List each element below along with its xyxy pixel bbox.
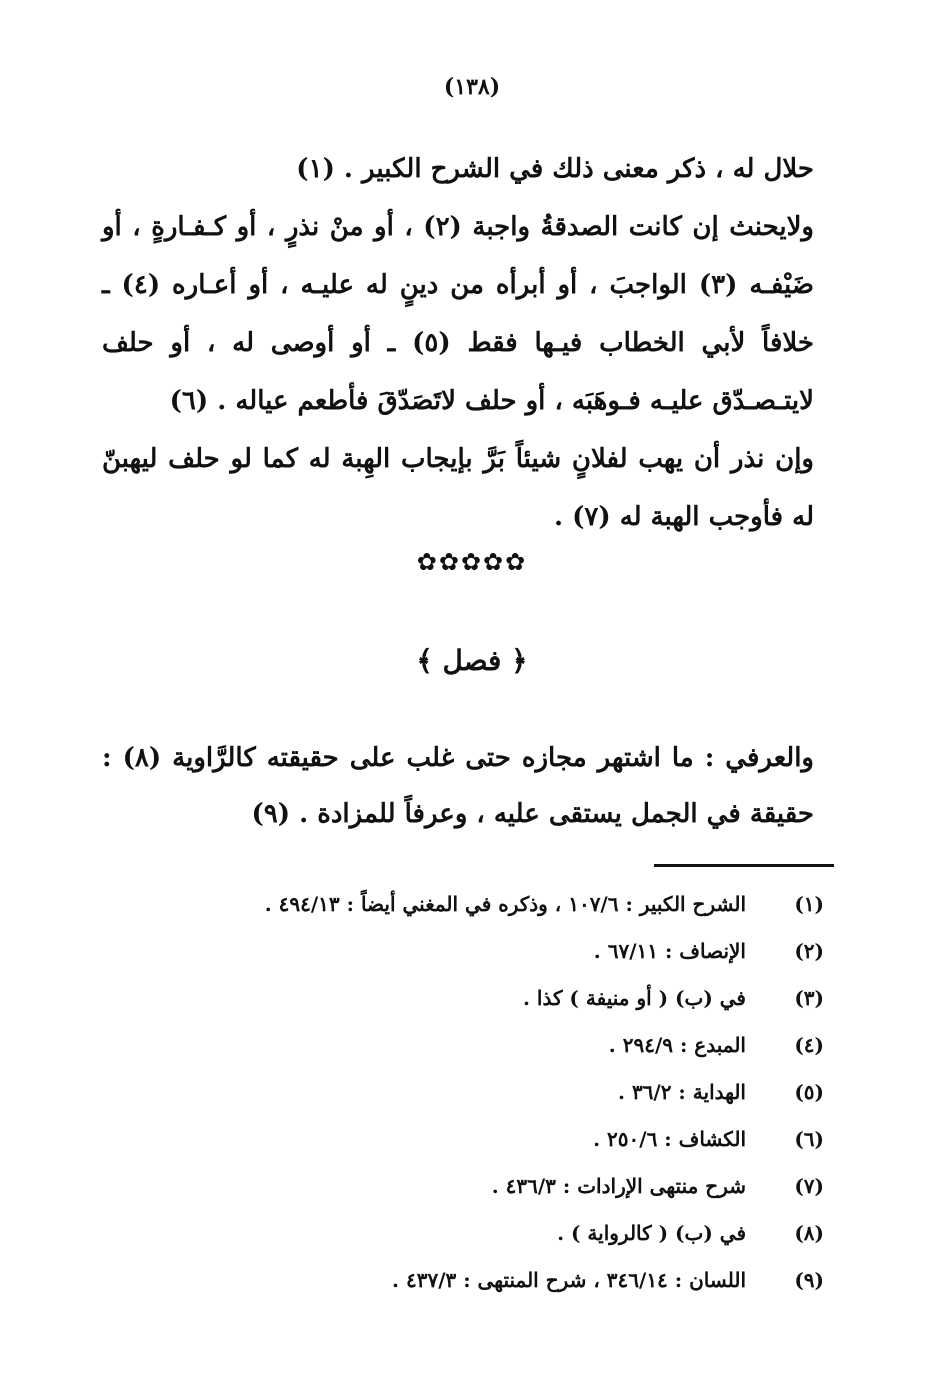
paragraph: والعرفي : ما اشتهر مجازه حتى غلب على حقيقته كالرَّاوية (٨) : حقيقة في الجمل يستقى عليه ، وعرفاً للمزادة . (٩) bbox=[102, 743, 814, 829]
footnote-number: (١) bbox=[794, 892, 824, 916]
footnote-text: المبدع : ٢٩٤/٩ . bbox=[608, 1033, 746, 1057]
paragraph: وإن نذر أن يهب لفلانٍ شيئاً بَرَّ بإيجاب الهِبة له كما لو حلف ليهبنّ له فأوجب الهبة له (٧) . bbox=[102, 444, 814, 532]
footnote bbox=[264, 1080, 824, 1127]
footnote bbox=[264, 1268, 824, 1315]
footnote-text: في (ب) ( أو منيفة ) كذا . bbox=[522, 986, 746, 1010]
footnote bbox=[264, 939, 824, 986]
footnote bbox=[264, 1127, 824, 1174]
footnote-number: (٢) bbox=[794, 939, 824, 963]
footnote bbox=[264, 986, 824, 1033]
footnote-text: اللسان : ٣٤٦/١٤ ، شرح المنتهى : ٤٣٧/٣ . bbox=[392, 1268, 746, 1292]
paragraph: ولايحنث إن كانت الصدقةُ واجبة (٢) ، أو منْ نذرٍ ، أو كـفـارةٍ ، أو ضَيْفـه (٣) الواجبَ ، أو أبرأه من دينٍ له عليـه ، أو أعـاره (٤) ـ خلافاً لأبي الخطاب فيـها فقط (٥) ـ أو أوصى له ، أو حلف لايتـصـدّق عليـه فـوهَبَه ، أو حلف لاتَصَدّقَ فأطعم عياله . (٦) bbox=[102, 212, 814, 416]
page-number: (١٣٨) bbox=[443, 74, 501, 100]
footnote bbox=[264, 1221, 824, 1268]
section-heading: ﴿ فصل ﴾ bbox=[416, 644, 528, 677]
footnote-text: الهداية : ٣٦/٢ . bbox=[618, 1080, 746, 1104]
footnote-text: شرح منتهى الإرادات : ٤٣٦/٣ . bbox=[491, 1174, 746, 1198]
paragraph: حلال له ، ذكر معنى ذلك في الشرح الكبير . (١) bbox=[296, 154, 814, 184]
footnote-text: في (ب) ( كالرواية ) . bbox=[557, 1221, 746, 1245]
section-divider-ornament: ✿✿✿✿✿ bbox=[416, 548, 528, 576]
footnote-number: (٨) bbox=[794, 1221, 824, 1245]
footnote bbox=[264, 1174, 824, 1221]
footnote-separator bbox=[654, 864, 834, 867]
section-text bbox=[102, 730, 814, 842]
main-text bbox=[102, 140, 814, 546]
footnote-number: (٤) bbox=[794, 1033, 824, 1057]
footnote-number: (٥) bbox=[794, 1080, 824, 1104]
footnote-text: الكشاف : ٢٥٠/٦ . bbox=[593, 1127, 746, 1151]
footnote-number: (٣) bbox=[794, 986, 824, 1010]
footnote-text: الشرح الكبير : ١٠٧/٦ ، وذكره في المغني أيضاً : ٤٩٤/١٣ . bbox=[264, 892, 746, 916]
footnote-number: (٦) bbox=[794, 1127, 824, 1151]
footnote bbox=[264, 892, 824, 939]
footnote bbox=[264, 1033, 824, 1080]
footnotes bbox=[264, 892, 824, 1315]
footnote-text: الإنصاف : ٦٧/١١ . bbox=[593, 939, 746, 963]
footnote-number: (٩) bbox=[794, 1268, 824, 1292]
footnote-number: (٧) bbox=[794, 1174, 824, 1198]
